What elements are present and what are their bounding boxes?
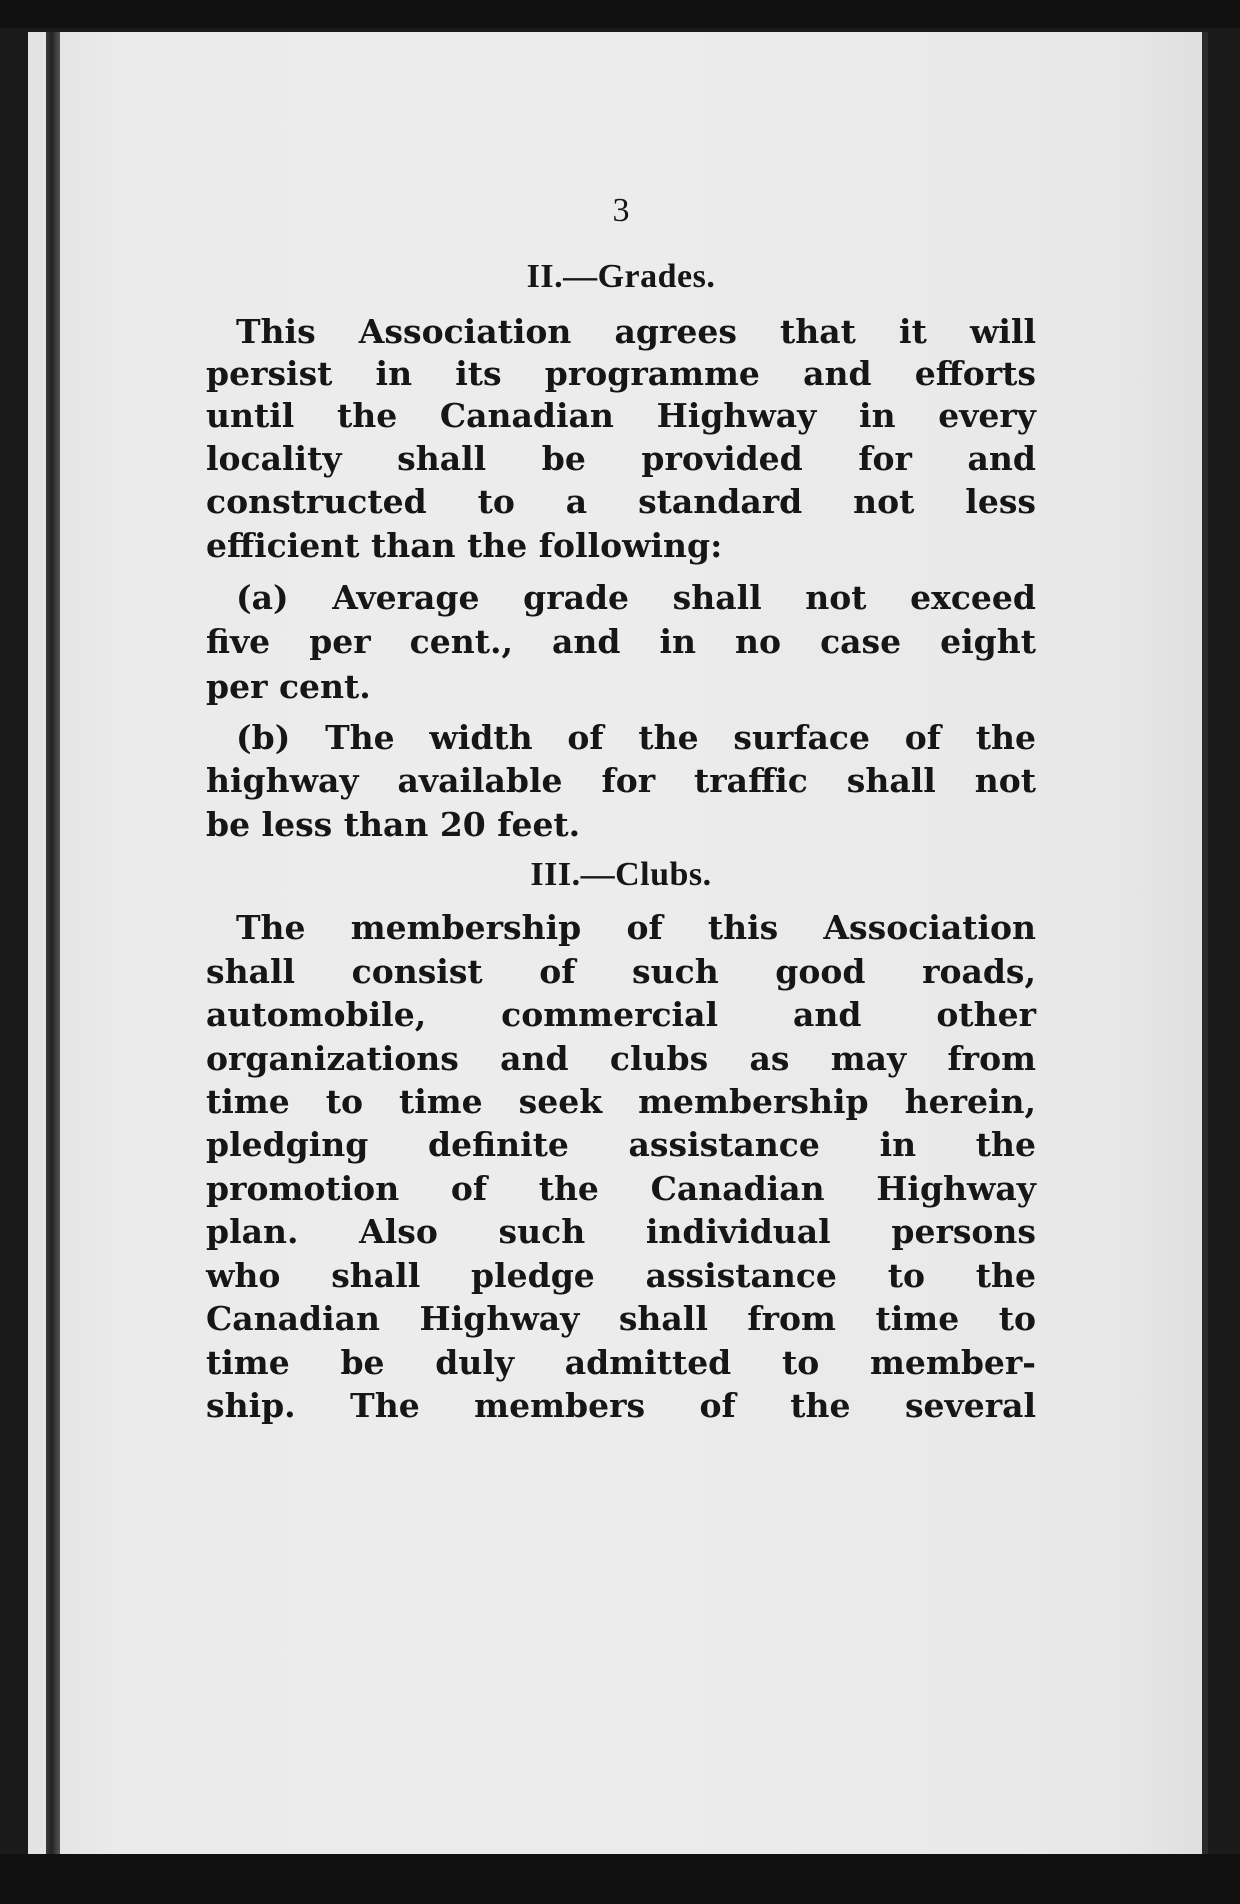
paragraph-line: The membership of this Association [236, 908, 1036, 947]
paragraph-line: until the Canadian Highway in every [206, 396, 1036, 435]
paragraph-line: per cent. [206, 667, 371, 706]
paragraph-line: organizations and clubs as may from [206, 1039, 1036, 1078]
paragraph-line: ship. The members of the several [206, 1386, 1036, 1425]
page-number: 3 [612, 192, 630, 229]
paragraph-line: promotion of the Canadian Highway [206, 1169, 1036, 1208]
paragraph-line: efficient than the following: [206, 526, 723, 565]
paragraph-line: pledging definite assistance in the [206, 1125, 1036, 1164]
paragraph-line: plan. Also such individual persons [206, 1212, 1036, 1251]
paragraph-line: time to time seek membership herein, [206, 1082, 1036, 1121]
binding-edge [46, 32, 60, 1860]
scan-top-border [0, 0, 1240, 28]
section-heading-grades: II.—Grades. [526, 258, 716, 295]
document-page [28, 32, 1208, 1860]
paragraph-line: highway available for traffic shall not [206, 761, 1036, 800]
paragraph-line: (a) Average grade shall not exceed [236, 578, 1036, 617]
paragraph-line: This Association agrees that it will [236, 312, 1036, 351]
paragraph-line: automobile, commercial and other [206, 995, 1036, 1034]
page-right-edge [1202, 32, 1208, 1860]
paragraph-line: be less than 20 feet. [206, 805, 581, 844]
paragraph-line: locality shall be provided for and [206, 439, 1036, 478]
paragraph-line: constructed to a standard not less [206, 482, 1036, 521]
paragraph-line: shall consist of such good roads, [206, 952, 1036, 991]
paragraph-line: persist in its programme and efforts [206, 354, 1036, 393]
paragraph-line: (b) The width of the surface of the [236, 718, 1036, 757]
scan-bottom-border [0, 1854, 1240, 1904]
paragraph-line: who shall pledge assistance to the [206, 1256, 1036, 1295]
paragraph-line: Canadian Highway shall from time to [206, 1299, 1036, 1338]
section-heading-clubs: III.—Clubs. [530, 856, 712, 893]
paragraph-line: time be duly admitted to member- [206, 1343, 1036, 1382]
paragraph-line: five per cent., and in no case eight [206, 622, 1036, 661]
